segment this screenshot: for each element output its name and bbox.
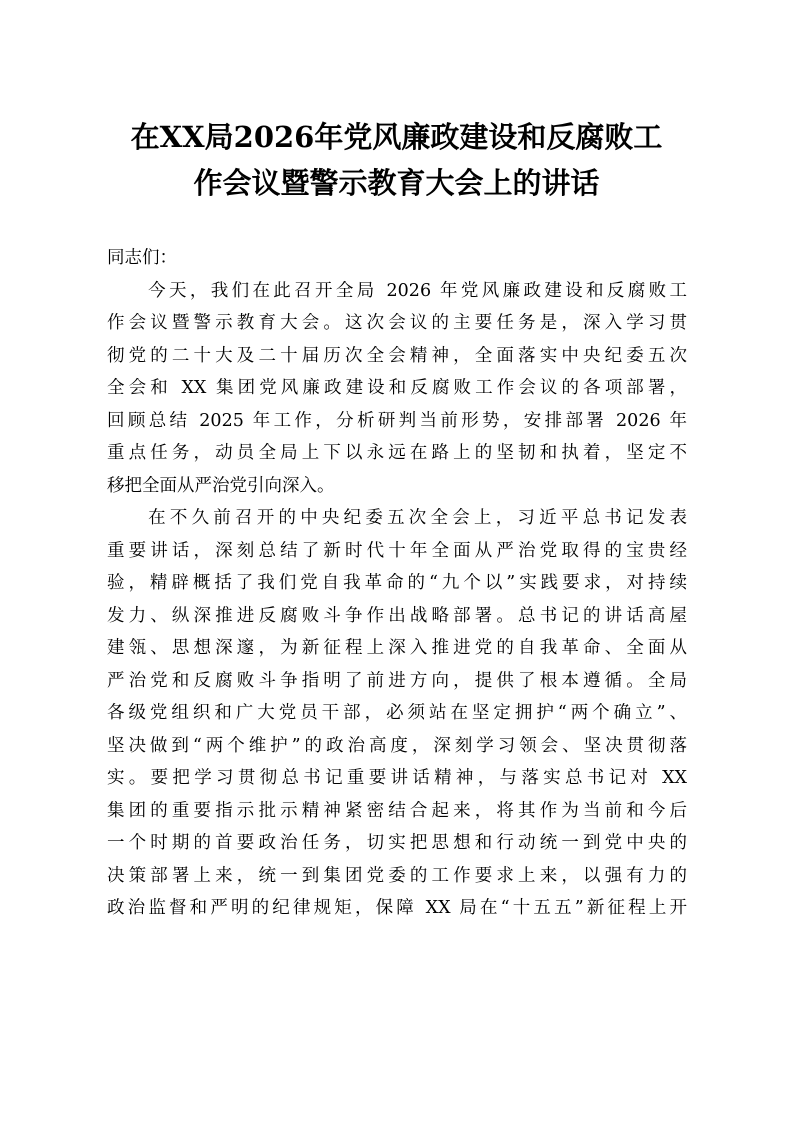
paragraph-line: 坚决做到“两个维护”的政治高度，深刻学习领会、坚决贯彻落	[107, 735, 687, 756]
title-line-1: 在XX局2026年党风廉政建设和反腐败工	[130, 120, 663, 154]
salutation: 同志们：	[107, 248, 177, 268]
paragraph-line: 各级党组织和广大党员干部，必须站在坚定拥护“两个确立”、	[107, 703, 687, 723]
paragraph-2	[107, 502, 687, 925]
paragraph-line: 集团的重要指示批示精神紧密结合起来，将其作为当前和今后	[107, 800, 687, 821]
paragraph-line: 发力、纵深推进反腐败斗争作出战略部署。总书记的讲话高屋	[107, 605, 687, 626]
paragraph-line: 验，精辟概括了我们党自我革命的“九个以”实践要求，对持续	[107, 573, 687, 593]
paragraph-1	[107, 275, 687, 503]
paragraph-line: 严治党和反腐败斗争指明了前进方向，提供了根本遵循。全局	[107, 670, 687, 691]
paragraph-line: 移把全面从严治党引向深入。	[107, 475, 335, 496]
document-title	[0, 114, 793, 206]
paragraph-line: 重要讲话，深刻总结了新时代十年全面从严治党取得的宝贵经	[107, 540, 687, 561]
paragraph-line: 政治监督和严明的纪律规矩，保障 XX 局在“十五五”新征程上开	[107, 898, 687, 918]
paragraph-line: 今天，我们在此召开全局 2026 年党风廉政建设和反腐败工	[148, 280, 687, 301]
paragraph-line: 重点任务，动员全局上下以永远在路上的坚韧和执着，坚定不	[107, 443, 687, 463]
title-line-2: 作会议暨警示教育大会上的讲话	[193, 166, 600, 200]
paragraph-line: 全会和 XX 集团党风廉政建设和反腐败工作会议的各项部署，	[107, 378, 687, 398]
paragraph-line: 决策部署上来，统一到集团党委的工作要求上来，以强有力的	[107, 865, 687, 886]
paragraph-line: 一个时期的首要政治任务，切实把思想和行动统一到党中央的	[107, 833, 687, 853]
paragraph-line: 在不久前召开的中央纪委五次全会上，习近平总书记发表	[148, 508, 687, 528]
paragraph-line: 作会议暨警示教育大会。这次会议的主要任务是，深入学习贯	[107, 313, 687, 333]
paragraph-line: 实。要把学习贯彻总书记重要讲话精神，与落实总书记对 XX	[107, 768, 687, 788]
paragraph-line: 建瓴、思想深邃，为新征程上深入推进党的自我革命、全面从	[107, 638, 687, 658]
document-body	[107, 242, 687, 925]
paragraph-line: 彻党的二十大及二十届历次全会精神，全面落实中央纪委五次	[107, 345, 687, 366]
paragraph-line: 回顾总结 2025 年工作，分析研判当前形势，安排部署 2026 年	[107, 410, 687, 431]
